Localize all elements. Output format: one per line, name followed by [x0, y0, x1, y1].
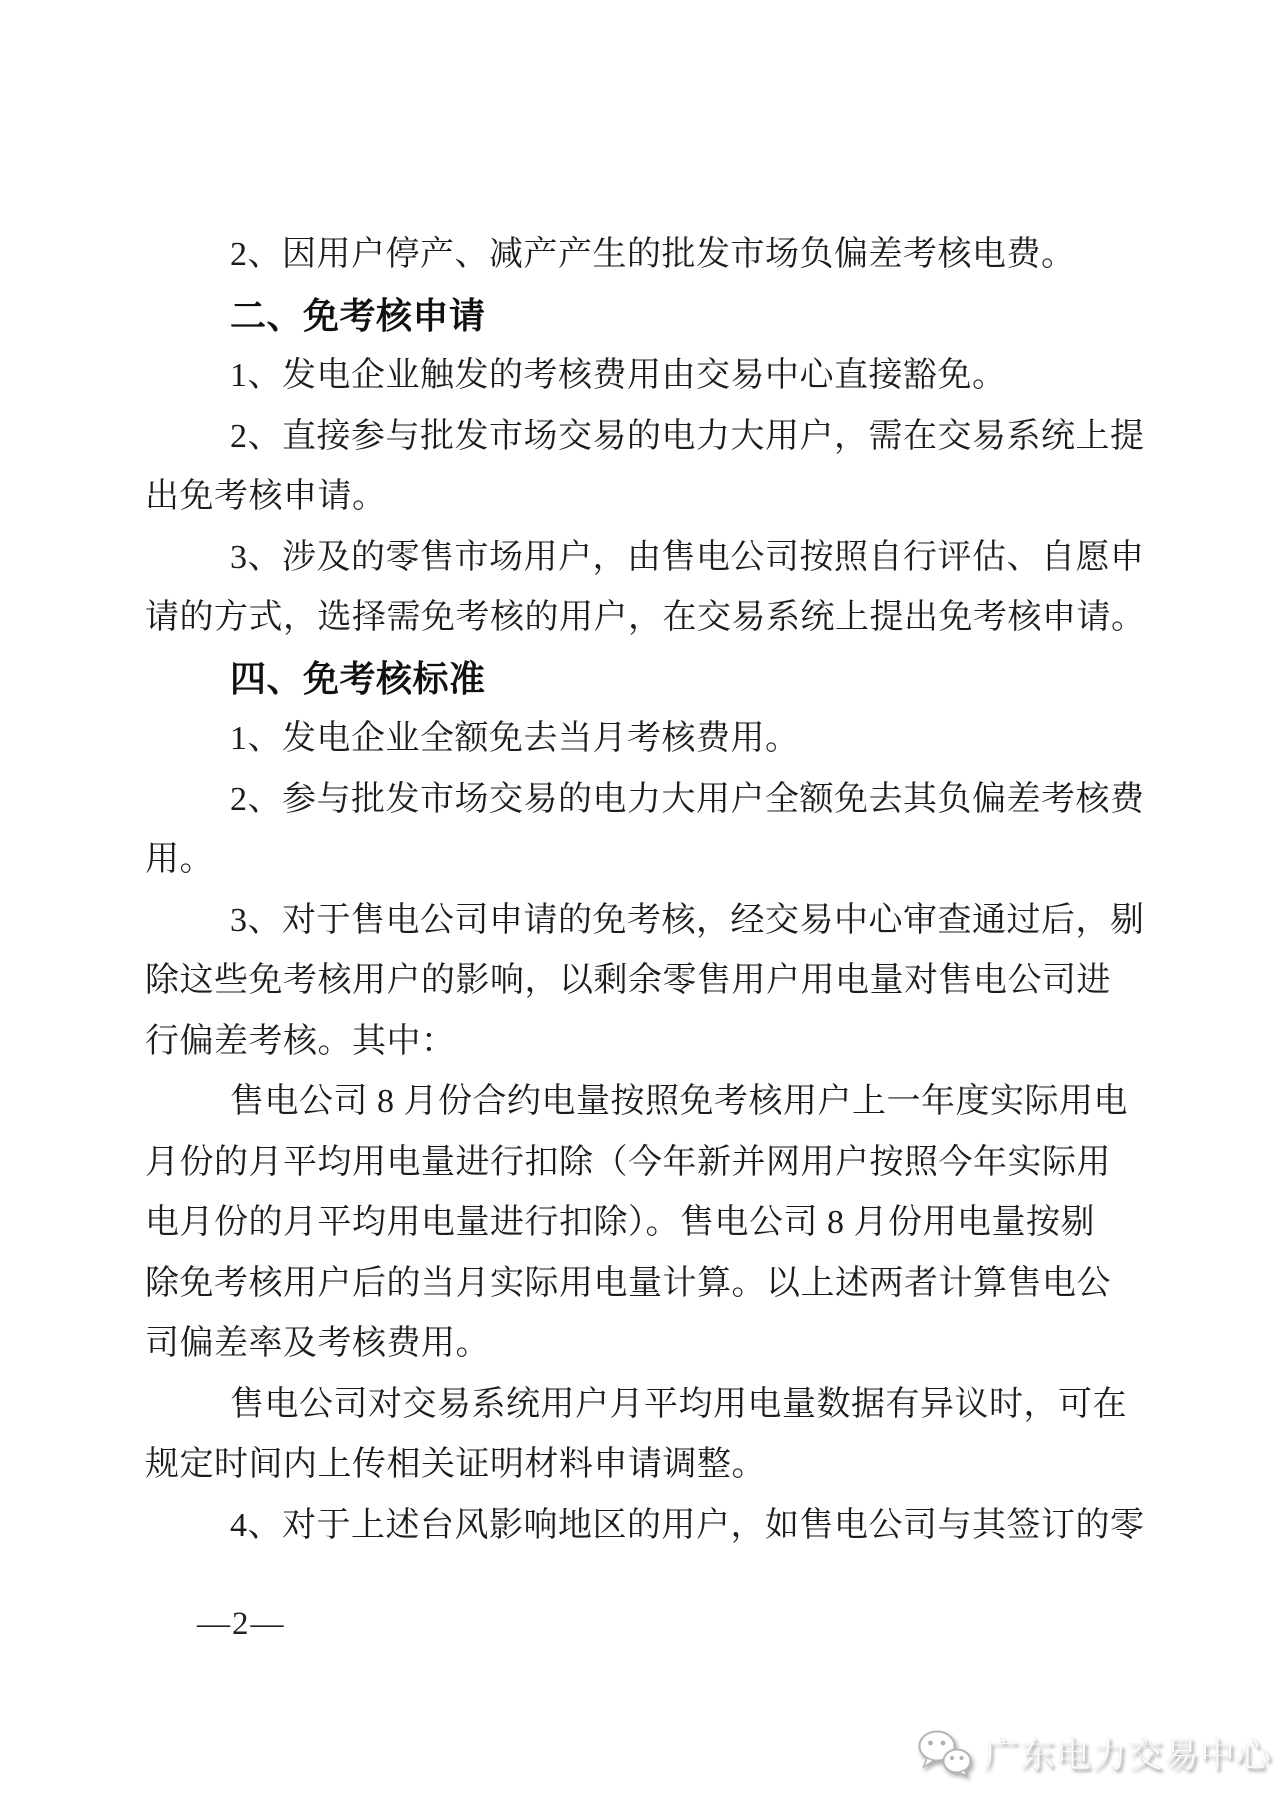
text-line: 3、涉及的零售市场用户，由售电公司按照自行评估、自愿申 — [230, 538, 1145, 576]
text-line: 司偏差率及考核费用。 — [145, 1325, 490, 1362]
text-line: 用。 — [145, 841, 214, 878]
text-line: 售电公司 8 月份合约电量按照免考核用户上一年度实际用电 — [230, 1083, 1128, 1120]
text-line: 请的方式，选择需免考核的用户，在交易系统上提出免考核申请。 — [145, 599, 1146, 636]
text-line: 规定时间内上传相关证明材料申请调整。 — [145, 1446, 766, 1483]
text-line: 3、对于售电公司申请的免考核，经交易中心审查通过后，剔 — [230, 901, 1145, 939]
text-line: 1、发电企业触发的考核费用由交易中心直接豁免。 — [230, 357, 1007, 394]
text-line: 2、直接参与批发市场交易的电力大用户，需在交易系统上提 — [230, 417, 1145, 455]
wechat-watermark — [916, 1727, 1272, 1779]
section-heading: 二、免考核申请 — [230, 294, 486, 336]
text-line: 出免考核申请。 — [145, 478, 387, 515]
watermark-text: 广东电力交易中心 — [984, 1736, 1273, 1775]
section-heading: 四、免考核标准 — [230, 657, 486, 699]
wechat-icon — [916, 1729, 974, 1777]
text-line: 1、发电企业全额免去当月考核费用。 — [230, 720, 800, 757]
text-line: 除这些免考核用户的影响，以剩余零售用户用电量对售电公司进 — [145, 962, 1111, 999]
document-page — [145, 225, 1185, 1556]
text-line: 2、因用户停产、减产产生的批发市场负偏差考核电费。 — [230, 236, 1076, 273]
text-line: 除免考核用户后的当月实际用电量计算。以上述两者计算售电公 — [145, 1264, 1111, 1302]
text-line: 售电公司对交易系统用户月平均用电量数据有异议时，可在 — [230, 1385, 1127, 1423]
text-line: 月份的月平均用电量进行扣除（今年新并网用户按照今年实际用 — [145, 1143, 1111, 1181]
text-line: 行偏差考核。其中： — [145, 1022, 456, 1060]
text-line: 4、对于上述台风影响地区的用户，如售电公司与其签订的零 — [230, 1506, 1145, 1544]
text-line: 2、参与批发市场交易的电力大用户全额免去其负偏差考核费 — [230, 780, 1145, 818]
text-line: 电月份的月平均用电量进行扣除）。售电公司 8 月份用电量按剔 — [145, 1204, 1095, 1241]
page-number: —2— — [197, 1606, 286, 1642]
